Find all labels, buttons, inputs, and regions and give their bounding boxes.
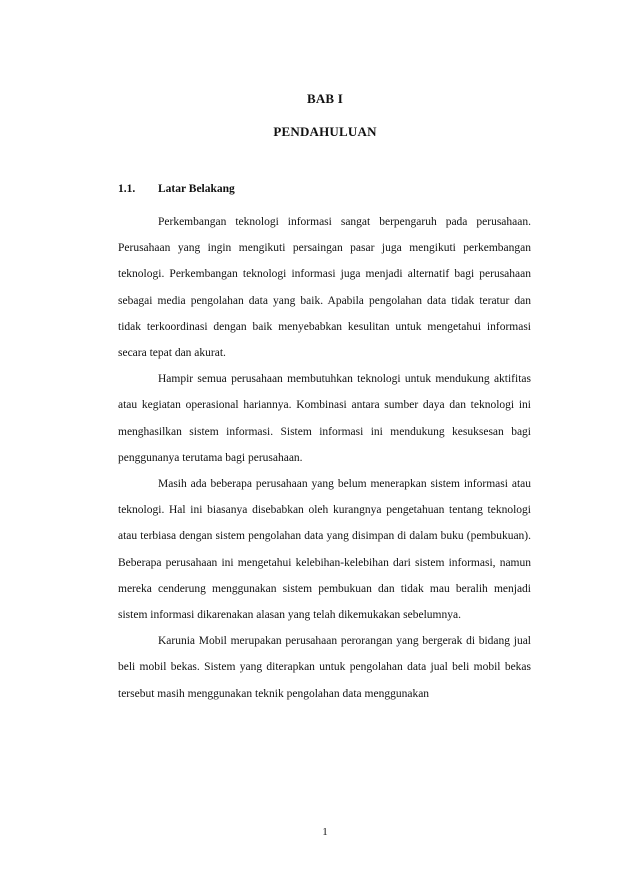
chapter-title: PENDAHULUAN bbox=[273, 124, 377, 139]
section-title: Latar Belakang bbox=[158, 183, 235, 195]
body-text bbox=[118, 209, 531, 707]
page-number: 1 bbox=[322, 826, 328, 838]
paragraph: Karunia Mobil merupakan perusahaan perorangan yang bergerak di bidang jual beli mobil bekas. Sistem yang diterapkan untuk pengolahan data jual beli mobil bekas tersebut masih menggunakan teknik pengolahan data menggunakan bbox=[118, 635, 531, 700]
chapter-label: BAB I bbox=[306, 91, 344, 106]
paragraph: Masih ada beberapa perusahaan yang belum menerapkan sistem informasi atau teknologi. Hal ini biasanya disebabkan oleh kurangnya pengetahuan tentang teknologi atau terbiasa dengan sistem pengolahan data yang disimpan di dalam buku (pembukuan). Beberapa perusahaan ini mengetahui kelebihan-kelebihan dari sistem informasi, namun mereka cenderung menggunakan sistem pembukuan dan tidak mau beralih menjadi sistem informasi dikarenakan alasan yang telah dikemukakan sebelumnya. bbox=[118, 478, 531, 622]
section-number: 1.1. bbox=[118, 183, 136, 195]
paragraph: Perkembangan teknologi informasi sangat berpengaruh pada perusahaan. Perusahaan yang ingin mengikuti persaingan pasar juga mengikuti perkembangan teknologi. Perkembangan teknologi informasi juga menjadi alternatif bagi perusahaan sebagai media pengolahan data yang baik. Apabila pengolahan data tidak teratur dan tidak terkoordinasi dengan baik menyebabkan kesulitan untuk mengetahui informasi secara tepat dan akurat. bbox=[118, 216, 531, 360]
paragraph: Hampir semua perusahaan membutuhkan teknologi untuk mendukung aktifitas atau kegiatan operasional hariannya. Kombinasi antara sumber daya dan teknologi ini menghasilkan sistem informasi. Sistem informasi ini mendukung kesuksesan bagi penggunanya terutama bagi perusahaan. bbox=[118, 373, 531, 464]
section-heading bbox=[118, 183, 235, 195]
